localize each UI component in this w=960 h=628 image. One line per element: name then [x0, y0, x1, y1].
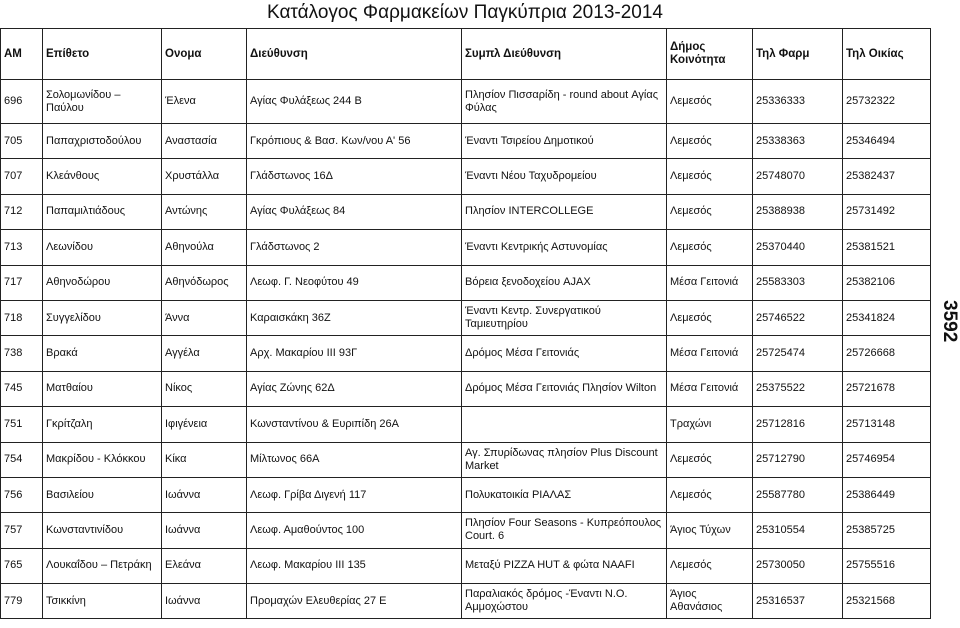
table-body: [1, 80, 931, 619]
table-row: [1, 194, 931, 229]
table-cell: 25746954: [843, 442, 931, 477]
table-cell: Κωνσταντίνου & Ευριπίδη 26Α: [247, 407, 462, 442]
column-header: Τηλ Οικίας: [843, 29, 931, 80]
table-cell: Μεταξύ PIZZA HUT & φώτα NAAFI: [462, 548, 667, 583]
table-cell: Χρυστάλλα: [162, 159, 247, 194]
table-cell: 25386449: [843, 477, 931, 512]
table-cell: 25310554: [753, 513, 843, 548]
table-row: [1, 548, 931, 583]
table-cell: 779: [1, 584, 43, 619]
table-cell: 25338363: [753, 124, 843, 159]
table-cell: Αναστασία: [162, 124, 247, 159]
table-cell: Έναντι Κεντρικής Αστυνομίας: [462, 230, 667, 265]
table-cell: 25382106: [843, 265, 931, 300]
table-cell: Έναντι Κεντρ. Συνεργατικού Ταμιευτηρίου: [462, 300, 667, 335]
table-cell: Άννα: [162, 300, 247, 335]
table-cell: 25731492: [843, 194, 931, 229]
table-cell: 25382437: [843, 159, 931, 194]
table-cell: 756: [1, 477, 43, 512]
table-cell: Λεωφ. Γρίβα Διγενή 117: [247, 477, 462, 512]
table-cell: Λεμεσός: [667, 477, 753, 512]
table-row: [1, 513, 931, 548]
table-row: [1, 230, 931, 265]
table-cell: Μακρίδου - Κλόκκου: [43, 442, 162, 477]
table-cell: 25732322: [843, 80, 931, 124]
table-cell: 718: [1, 300, 43, 335]
table-cell: 25730050: [753, 548, 843, 583]
table-cell: Αθηνοδώρου: [43, 265, 162, 300]
table-cell: Βρακά: [43, 336, 162, 371]
table-cell: Μέσα Γειτονιά: [667, 336, 753, 371]
table-cell: 25712816: [753, 407, 843, 442]
table-row: [1, 477, 931, 512]
table-cell: 25346494: [843, 124, 931, 159]
column-header: Τηλ Φαρμ: [753, 29, 843, 80]
table-row: [1, 442, 931, 477]
table-cell: Λεμεσός: [667, 548, 753, 583]
table-row: [1, 300, 931, 335]
table-cell: 745: [1, 371, 43, 406]
table-cell: Αρχ. Μακαρίου ΙΙΙ 93Γ: [247, 336, 462, 371]
table-cell: Γλάδστωνος 2: [247, 230, 462, 265]
table-cell: 25583303: [753, 265, 843, 300]
table-row: [1, 265, 931, 300]
table-cell: Λεμεσός: [667, 442, 753, 477]
table-cell: Κλεάνθους: [43, 159, 162, 194]
table-cell: 712: [1, 194, 43, 229]
table-row: [1, 124, 931, 159]
table-cell: Τσικκίνη: [43, 584, 162, 619]
column-header: Συμπλ Διεύθυνση: [462, 29, 667, 80]
table-cell: Έναντι Τσιρείου Δημοτικού: [462, 124, 667, 159]
table-cell: Λεμεσός: [667, 194, 753, 229]
table-cell: Αθηνόδωρος: [162, 265, 247, 300]
table-cell: Ιφιγένεια: [162, 407, 247, 442]
table-cell: Ιωάννα: [162, 477, 247, 512]
table-cell: Παπαμιλτιάδους: [43, 194, 162, 229]
column-header: Ονομα: [162, 29, 247, 80]
table-cell: Λεωφ. Γ. Νεοφύτου 49: [247, 265, 462, 300]
table-cell: Αγγέλα: [162, 336, 247, 371]
table-cell: 738: [1, 336, 43, 371]
table-row: [1, 584, 931, 619]
table-cell: Κίκα: [162, 442, 247, 477]
table-row: [1, 80, 931, 124]
table-cell: 25748070: [753, 159, 843, 194]
table-cell: Έναντι Νέου Ταχυδρομείου: [462, 159, 667, 194]
table-cell: Συγγελίδου: [43, 300, 162, 335]
table-cell: 25381521: [843, 230, 931, 265]
table-cell: Ιωάννα: [162, 584, 247, 619]
table-row: [1, 336, 931, 371]
table-cell: 25587780: [753, 477, 843, 512]
table-cell: 25321568: [843, 584, 931, 619]
table-cell: 713: [1, 230, 43, 265]
pharmacy-table: [0, 28, 931, 619]
table-row: [1, 371, 931, 406]
table-cell: 25712790: [753, 442, 843, 477]
table-cell: 25375522: [753, 371, 843, 406]
table-cell: Γλάδστωνος 16Δ: [247, 159, 462, 194]
table-cell: Λεμεσός: [667, 124, 753, 159]
table-cell: Έλενα: [162, 80, 247, 124]
table-cell: Ελεάνα: [162, 548, 247, 583]
table-cell: 754: [1, 442, 43, 477]
column-header: Διεύθυνση: [247, 29, 462, 80]
page-number: 3592: [939, 300, 960, 343]
table-cell: Λεωφ. Αμαθούντος 100: [247, 513, 462, 548]
page-title: Κατάλογος Φαρμακείων Παγκύπρια 2013-2014: [267, 2, 663, 23]
table-header-row: [1, 29, 931, 80]
table-cell: 25725474: [753, 336, 843, 371]
table-cell: Σολομωνίδου – Παύλου: [43, 80, 162, 124]
table-cell: Καραισκάκη 36Ζ: [247, 300, 462, 335]
table-cell: Πλησίον Πισσαρίδη - round about Αγίας Φύλας: [462, 80, 667, 124]
table-cell: 751: [1, 407, 43, 442]
table-cell: Πολυκατοικία ΡΙΑΛΑΣ: [462, 477, 667, 512]
table-cell: Άγιος Αθανάσιος: [667, 584, 753, 619]
table-cell: Γκρόπιους & Βασ. Κων/νου Α' 56: [247, 124, 462, 159]
table-cell: Αγίας Ζώνης 62Δ: [247, 371, 462, 406]
table-cell: Αθηνούλα: [162, 230, 247, 265]
table-cell: 25726668: [843, 336, 931, 371]
table-cell: Λεωνίδου: [43, 230, 162, 265]
table-cell: 757: [1, 513, 43, 548]
table-cell: Νίκος: [162, 371, 247, 406]
table-cell: Λεμεσός: [667, 80, 753, 124]
table-cell: Μέσα Γειτονιά: [667, 371, 753, 406]
table-cell: Λουκαΐδου – Πετράκη: [43, 548, 162, 583]
table-cell: Προμαχών Ελευθερίας 27 Ε: [247, 584, 462, 619]
table-cell: Λεμεσός: [667, 300, 753, 335]
column-header: Δήμος Κοινότητα: [667, 29, 753, 80]
table-cell: Μίλτωνος 66Α: [247, 442, 462, 477]
table-cell: Δρόμος Μέσα Γειτονιάς Πλησίον Wilton: [462, 371, 667, 406]
table-cell: 25336333: [753, 80, 843, 124]
table-cell: Άγιος Τύχων: [667, 513, 753, 548]
table-cell: 25370440: [753, 230, 843, 265]
table-cell: Τραχώνι: [667, 407, 753, 442]
table-cell: 717: [1, 265, 43, 300]
table-cell: Πλησίον INTERCOLLEGE: [462, 194, 667, 229]
table-cell: Κωνσταντινίδου: [43, 513, 162, 548]
table-cell: Πλησίον Four Seasons - Κυπρεόπουλος Court. 6: [462, 513, 667, 548]
table-cell: Δρόμος Μέσα Γειτονιάς: [462, 336, 667, 371]
table-cell: 765: [1, 548, 43, 583]
table-cell: Αγίας Φυλάξεως 84: [247, 194, 462, 229]
table-cell: 705: [1, 124, 43, 159]
table-cell: Βασιλείου: [43, 477, 162, 512]
table-cell: 25388938: [753, 194, 843, 229]
table-cell: 25746522: [753, 300, 843, 335]
table-cell: Γκρίτζαλη: [43, 407, 162, 442]
table-cell: Παραλιακός δρόμος -Έναντι Ν.Ο. Αμμοχώστου: [462, 584, 667, 619]
table-cell: 696: [1, 80, 43, 124]
table-cell: [462, 407, 667, 442]
table-cell: Βόρεια ξενοδοχείου AJAX: [462, 265, 667, 300]
table-cell: 707: [1, 159, 43, 194]
table-cell: Μέσα Γειτονιά: [667, 265, 753, 300]
table-cell: 25755516: [843, 548, 931, 583]
table-row: [1, 407, 931, 442]
table-cell: 25385725: [843, 513, 931, 548]
table-cell: 25721678: [843, 371, 931, 406]
column-header: Επίθετο: [43, 29, 162, 80]
table-cell: Λεμεσός: [667, 159, 753, 194]
table-cell: 25713148: [843, 407, 931, 442]
table-cell: Ματθαίου: [43, 371, 162, 406]
table-cell: Ιωάννα: [162, 513, 247, 548]
table-cell: Αγ. Σπυρίδωνας πλησίον Plus Discount Market: [462, 442, 667, 477]
table-cell: Αγίας Φυλάξεως 244 Β: [247, 80, 462, 124]
table-cell: 25316537: [753, 584, 843, 619]
table-cell: 25341824: [843, 300, 931, 335]
column-header: AM: [1, 29, 43, 80]
table-row: [1, 159, 931, 194]
table-cell: Λεμεσός: [667, 230, 753, 265]
table-cell: Παπαχριστοδούλου: [43, 124, 162, 159]
table-cell: Λεωφ. Μακαρίου ΙΙΙ 135: [247, 548, 462, 583]
table-cell: Αντώνης: [162, 194, 247, 229]
